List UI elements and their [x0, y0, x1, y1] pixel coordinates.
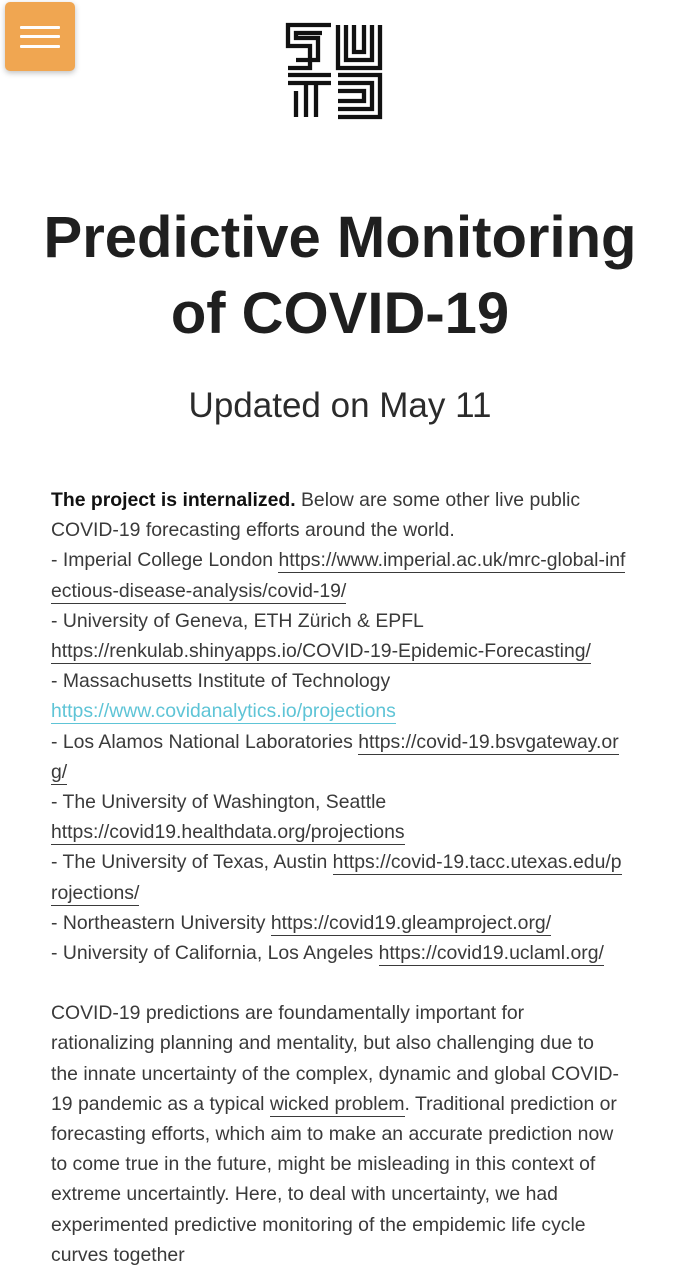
- hamburger-menu-icon: [20, 26, 60, 48]
- body-paragraph: [51, 998, 626, 1270]
- effort-link-northeastern[interactable]: https://covid19.gleamproject.org/: [270, 911, 552, 934]
- wicked-problem-link[interactable]: wicked problem: [269, 1092, 405, 1115]
- effort-label-mit: - Massachusetts Institute of Technology: [51, 670, 391, 693]
- sutd-logo-icon[interactable]: [285, 22, 383, 120]
- intro-text: Below are some other live public COVID-19 forecasting efforts around the world.: [51, 489, 581, 542]
- effort-label-geneva: - University of Geneva, ETH Zürich & EPFL: [51, 609, 424, 632]
- intro-paragraph: [51, 485, 626, 968]
- paragraph-gap: [51, 968, 626, 998]
- effort-link-imperial[interactable]: https://www.imperial.ac.uk/mrc-global-infectious-disease-analysis/covid-19/: [51, 549, 626, 602]
- effort-label-imperial: - Imperial College London: [51, 549, 279, 572]
- body-text-part-1: COVID-19 predictions are foundamentally important for rationalizing planning and mentality, but also challenging due to the innate uncertainty of the complex, dynamic and global COVID-19 pandemic as a typical: [51, 1002, 620, 1115]
- effort-link-washington[interactable]: https://covid19.healthdata.org/projections: [51, 821, 405, 844]
- effort-link-ucla[interactable]: https://covid19.uclaml.org/: [378, 942, 604, 965]
- effort-label-washington: - The University of Washington, Seattle: [51, 791, 387, 814]
- intro-bold: The project is internalized.: [51, 489, 296, 511]
- article-content: [51, 485, 626, 1270]
- effort-link-los-alamos[interactable]: https://covid-19.bsvgateway.org/: [51, 730, 619, 783]
- effort-label-northeastern: - Northeastern University: [51, 911, 271, 934]
- effort-link-mit[interactable]: https://www.covidanalytics.io/projections: [51, 700, 396, 723]
- page-title: [0, 200, 680, 352]
- menu-button[interactable]: [5, 2, 75, 71]
- effort-link-texas[interactable]: https://covid-19.tacc.utexas.edu/projections/: [51, 851, 622, 904]
- effort-label-ucla: - University of California, Los Angeles: [51, 942, 379, 965]
- body-text-part-2: . Traditional prediction or forecasting efforts, which aim to make an accurate prediction now to come true in the future, might be misleading in this context of extreme uncertaintly. Here, to deal with uncertainty, we had experimented predictive monitoring of the empidemic life cycle curves together: [51, 1092, 617, 1266]
- effort-label-los-alamos: - Los Alamos National Laboratories: [51, 730, 359, 753]
- effort-link-geneva[interactable]: https://renkulab.shinyapps.io/COVID-19-Epidemic-Forecasting/: [51, 640, 591, 663]
- page-title-line-2: of COVID-19: [170, 281, 510, 346]
- effort-label-texas: - The University of Texas, Austin: [51, 851, 333, 874]
- updated-date: Updated on May 11: [188, 386, 492, 425]
- page-title-line-1: Predictive Monitoring: [43, 205, 637, 270]
